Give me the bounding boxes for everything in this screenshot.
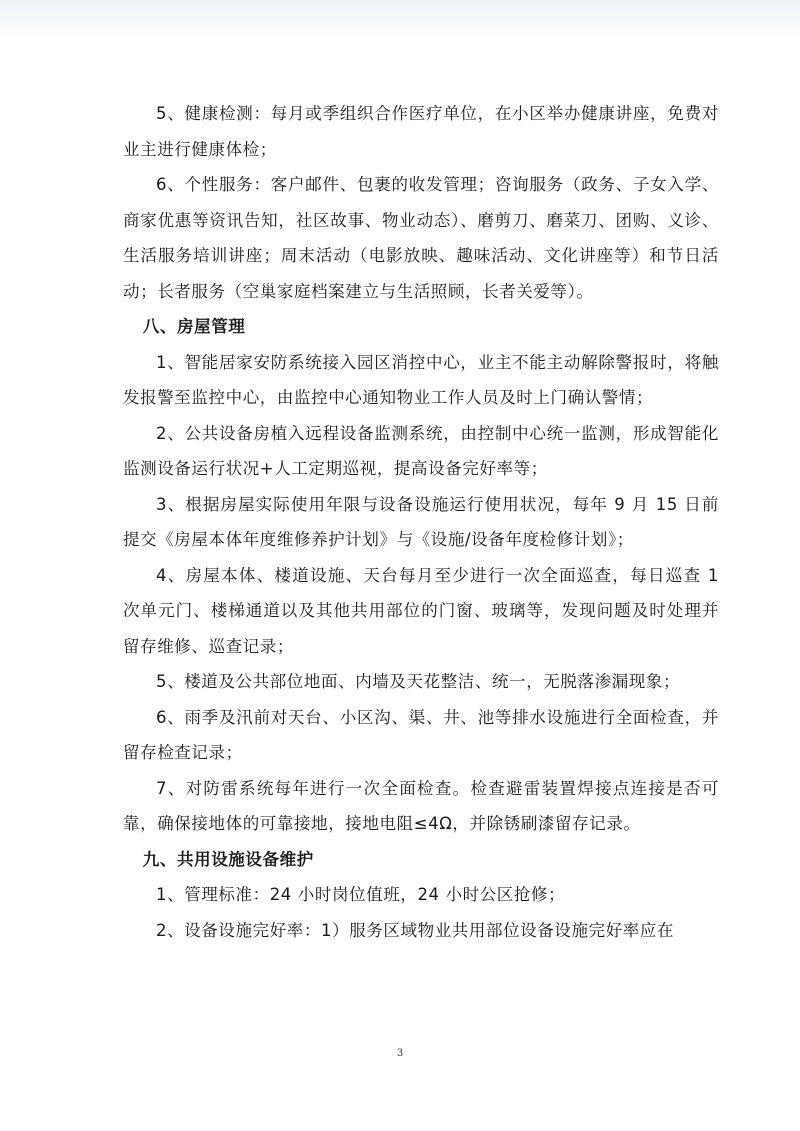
paragraph-remote-monitoring: 2、公共设备房植入远程设备监测系统，由控制中心统一监测，形成智能化监测设备运行状况+人工定期巡视，提高设备完好率等； — [123, 423, 719, 478]
scan-top-band — [0, 0, 800, 42]
paragraph-equipment-rate: 2、设备设施完好率：1）服务区域物业共用部位设备设施完好率应在 — [156, 920, 675, 940]
paragraph-lightning-protection: 7、对防雷系统每年进行一次全面检查。检查避雷装置焊接点连接是否可靠，确保接地体的可靠接地，接地电阻≤4Ω，并除锈刷漆留存记录。 — [123, 778, 719, 833]
paragraph-security-system: 1、智能居家安防系统接入园区消控中心，业主不能主动解除警报时，将触发报警至监控中心，由监控中心通知物业工作人员及时上门确认警情； — [123, 352, 719, 407]
section-heading-facility-maintenance: 九、共用设施设备维护 — [142, 849, 314, 869]
page-number: 3 — [396, 1048, 404, 1059]
paragraph-corridor-floors: 5、楼道及公共部位地面、内墙及天花整洁、统一，无脱落渗漏现象； — [156, 672, 681, 691]
document-body — [123, 96, 719, 948]
paragraph-inspection: 4、房屋本体、楼道设施、天台每月至少进行一次全面巡查，每日巡查 1 次单元门、楼梯通道以及其他共用部位的门窗、玻璃等，发现问题及时处理并留存维修、巡查记录； — [123, 565, 719, 656]
section-heading-housing-management: 八、房屋管理 — [142, 317, 246, 336]
paragraph-annual-plan: 3、根据房屋实际使用年限与设备设施运行使用状况，每年 9 月 15 日前提交《房屋本体年度维修养护计划》与《设施/设备年度检修计划》； — [123, 494, 719, 549]
paragraph-personal-service: 6、个性服务：客户邮件、包裹的收发管理；咨询服务（政务、子女入学、商家优惠等资讯告知，社区故事、物业动态）、磨剪刀、磨菜刀、团购、义诊、生活服务培训讲座；周末活动（电影放映、趣味活动、文化讲座等）和节日活动；长者服务（空巢家庭档案建立与生活照顾，长者关爱等）。 — [123, 175, 719, 301]
paragraph-health-check: 5、健康检测：每月或季组织合作医疗单位，在小区举办健康讲座，免费对业主进行健康体检； — [123, 104, 719, 159]
paragraph-drainage-check: 6、雨季及汛前对天台、小区沟、渠、井、池等排水设施进行全面检查，并留存检查记录； — [123, 707, 719, 762]
paragraph-management-standard: 1、管理标准：24 小时岗位值班，24 小时公区抢修； — [156, 885, 566, 904]
